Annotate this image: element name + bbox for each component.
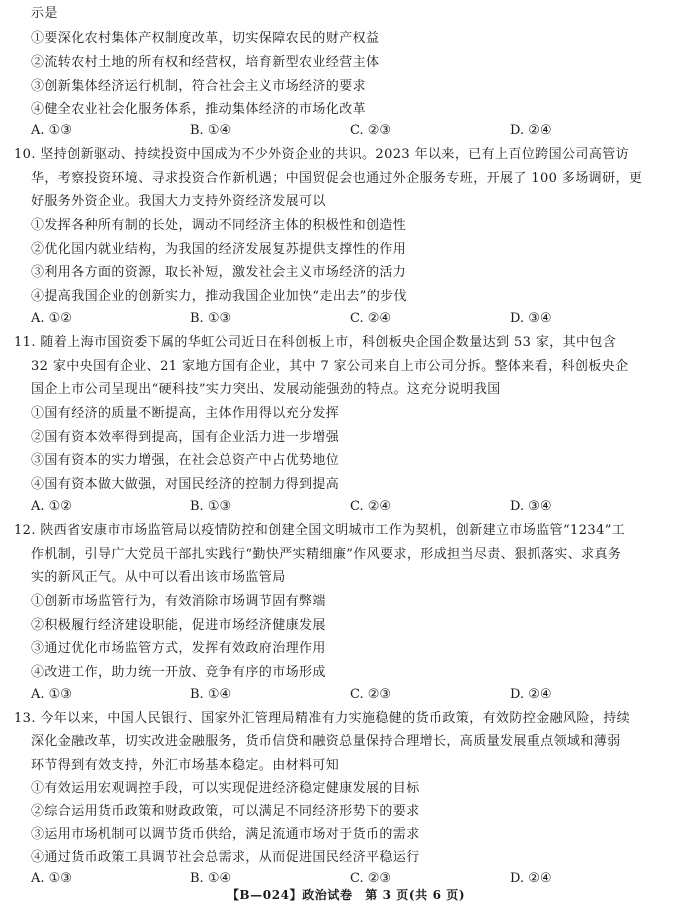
q12-stem: 实的新风正气。从中可以看出该市场监管局	[31, 570, 286, 585]
q11-option-d: D. ③④	[510, 499, 552, 514]
page-footer: 【B—024】政治试卷 第 3 页(共 6 页)	[226, 888, 466, 902]
q13-statement: ②综合运用货币政策和财政政策，可以满足不同经济形势下的要求	[31, 804, 420, 819]
q10-stem: 好服务外资企业。我国大力支持外资经济发展可以	[31, 194, 326, 209]
q12-stem: 作机制，引导广大党员干部扎实践行“勤快严实精细廉”作风要求，形成担当尽责、狠抓落实、求真务	[31, 547, 622, 562]
q11-statement: ②国有资本效率得到提高，国有企业活力进一步增强	[31, 430, 340, 445]
q9-continuation-line: 示是	[31, 6, 58, 21]
q9-option-b: B. ①④	[190, 123, 232, 138]
q11-option-c: C. ②④	[350, 499, 392, 514]
q13-option-d: D. ②④	[510, 871, 552, 886]
q10-statement: ①发挥各种所有制的长处，调动不同经济主体的积极性和创造性	[31, 218, 407, 233]
q11-stem: 11. 随着上海市国资委下属的华虹公司近日在科创板上市，科创板央企国企数量达到 53 家，其中包含	[14, 335, 617, 350]
q9-statement: ③创新集体经济运行机制，符合社会主义市场经济的要求	[31, 79, 367, 94]
q11-statement: ①国有经济的质量不断提高，主体作用得以充分发挥	[31, 406, 340, 421]
q13-option-b: B. ①④	[190, 871, 232, 886]
q10-statement: ②优化国内就业结构，为我国的经济发展复苏提供支撑性的作用	[31, 242, 407, 257]
q11-option-b: B. ①③	[190, 499, 232, 514]
q9-option-a: A. ①③	[31, 123, 72, 138]
q10-stem: 华，考察投资环境、寻求投资合作新机遇；中国贸促会也通过外企服务专班，开展了 100 多场调研，更	[31, 171, 643, 186]
q12-statement: ①创新市场监管行为，有效消除市场调节固有弊端	[31, 594, 326, 609]
q12-option-d: D. ②④	[510, 687, 552, 702]
q10-statement: ③利用各方面的资源，取长补短，激发社会主义市场经济的活力	[31, 265, 407, 280]
q13-option-a: A. ①③	[31, 871, 72, 886]
q10-option-a: A. ①②	[31, 311, 72, 326]
q9-statement: ④健全农业社会化服务体系，推动集体经济的市场化改革	[31, 102, 367, 117]
q11-statement: ④国有资本做大做强，对国民经济的控制力得到提高	[31, 477, 340, 492]
q12-statement: ④改进工作，助力统一开放、竞争有序的市场形成	[31, 665, 326, 680]
q9-statement: ②流转农村土地的所有权和经营权，培育新型农业经营主体	[31, 55, 380, 70]
q13-statement: ③运用市场机制可以调节货币供给，满足流通市场对于货币的需求	[31, 827, 420, 842]
q13-option-c: C. ②③	[350, 871, 392, 886]
q9-statement: ①要深化农村集体产权制度改革，切实保障农民的财产权益	[31, 31, 380, 46]
q13-statement: ④通过货币政策工具调节社会总需求，从而促进国民经济平稳运行	[31, 850, 420, 865]
q12-stem: 12. 陕西省安康市市场监管局以疫情防控和创建全国文明城市工作为契机，创新建立市场监管“1234”工	[14, 523, 626, 538]
q11-statement: ③国有资本的实力增强，在社会总资产中占优势地位	[31, 453, 340, 468]
q12-option-a: A. ①③	[31, 687, 72, 702]
q13-statement: ①有效运用宏观调控手段，可以实现促进经济稳定健康发展的目标	[31, 781, 420, 796]
q12-statement: ②积极履行经济建设职能，促进市场经济健康发展	[31, 618, 326, 633]
q13-stem: 环节得到有效支持，外汇市场基本稳定。由材料可知	[31, 758, 340, 773]
q10-option-c: C. ②④	[350, 311, 392, 326]
q12-option-c: C. ②③	[350, 687, 392, 702]
q10-statement: ④提高我国企业的创新实力，推动我国企业加快“走出去”的步伐	[31, 289, 407, 304]
q10-stem: 10. 坚持创新驱动、持续投资中国成为不少外资企业的共识。2023 年以来，已有上百位跨国公司高管访	[14, 147, 630, 162]
q9-option-c: C. ②③	[350, 123, 392, 138]
q13-stem: 深化金融改革，切实改进金融服务，货币信贷和融资总量保持合理增长，高质量发展重点领域和薄弱	[31, 734, 621, 749]
q11-stem: 32 家中央国有企业、21 家地方国有企业，其中 7 家公司来自上市公司分拆。整体来看，科创板央企	[31, 359, 629, 374]
q13-stem: 13. 今年以来，中国人民银行、国家外汇管理局精准有力实施稳健的货币政策，有效防控金融风险，持续	[14, 711, 631, 726]
q12-option-b: B. ①④	[190, 687, 232, 702]
q11-option-a: A. ①②	[31, 499, 72, 514]
q10-option-d: D. ③④	[510, 311, 552, 326]
q10-option-b: B. ①③	[190, 311, 232, 326]
q12-statement: ③通过优化市场监管方式，发挥有效政府治理作用	[31, 641, 326, 656]
q11-stem: 国企上市公司呈现出“硬科技”实力突出、发展动能强劲的特点。这充分说明我国	[31, 382, 501, 397]
q9-option-d: D. ②④	[510, 123, 552, 138]
